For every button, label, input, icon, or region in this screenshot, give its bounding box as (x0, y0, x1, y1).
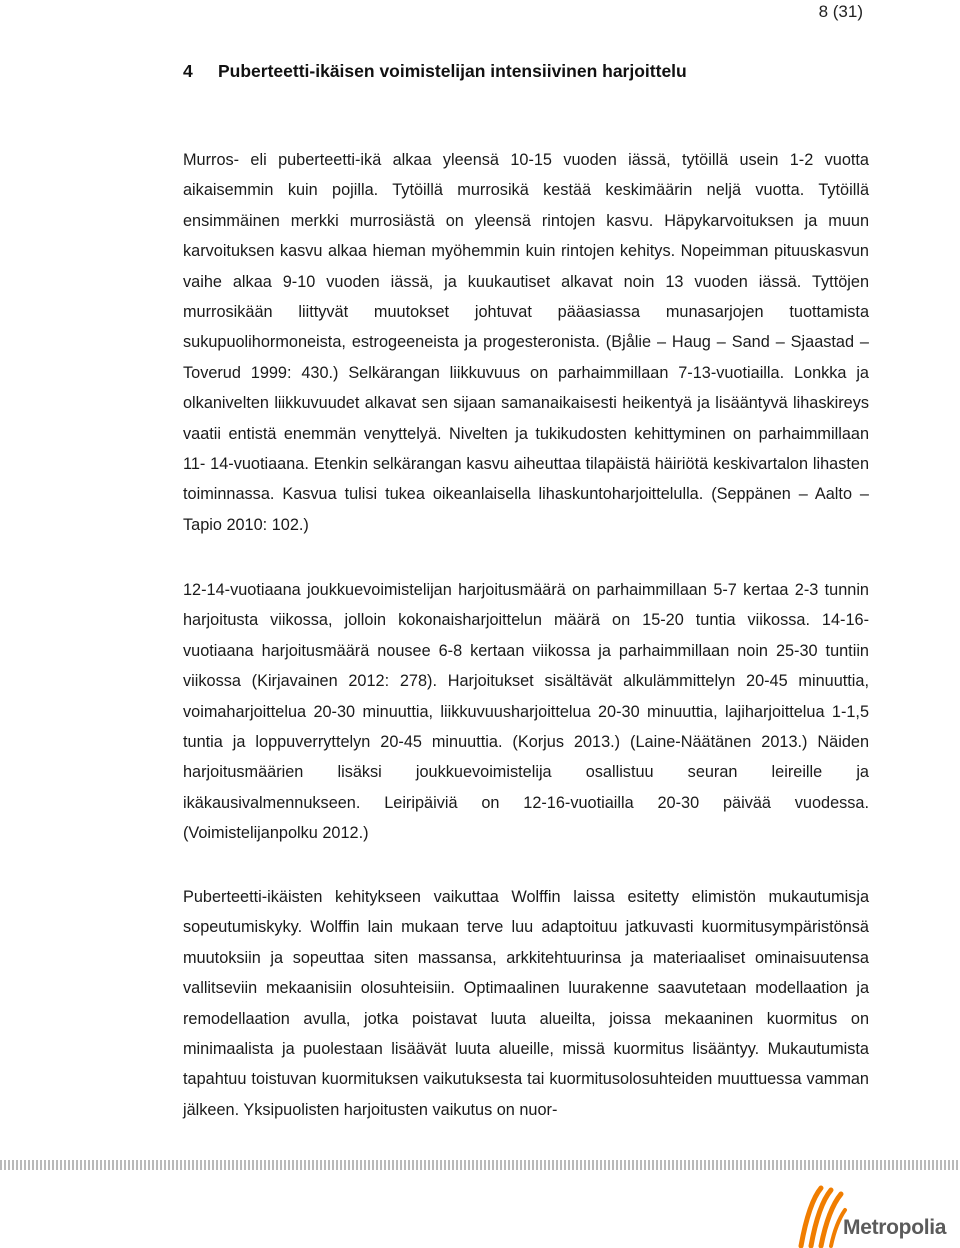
metropolia-logo (795, 1182, 947, 1248)
section-number: 4 (183, 61, 193, 81)
paragraph: 12-14-vuotiaana joukkuevoimistelijan harjoitusmäärä on parhaimmillaan 5-7 kertaa 2-3 tunnin harjoitusta viikossa, jolloin kokonaisharjoittelun määrä on 15-20 tuntia viikossa. 14-16-vuotiaana harjoitusmäärä nousee 6-8 kertaan viikossa ja parhaimmillaan noin 25-30 tuntiin viikossa (Kirjavainen 2012: 278). Harjoitukset sisältävät alkulämmittelyn 20-45 minuuttia, voimaharjoittelua 20-30 minuuttia, liikkuvuusharjoittelua 20-30 minuuttia, lajiharjoittelua 1-1,5 tuntia ja loppuverryttelyn 20-45 minuuttia. (Korjus 2013.) (Laine-Näätänen 2013.) Näiden harjoitusmäärien lisäksi joukkuevoimistelija osallistuu seuran leireille ja ikäkausivalmennukseen. Leiripäiviä on 12-16-vuotiailla 20-30 päivää vuodessa. (Voimistelijanpolku 2012.) (183, 581, 869, 843)
page-number: 8 (31) (818, 2, 863, 21)
paragraph: Murros- eli puberteetti-ikä alkaa yleensä 10-15 vuoden iässä, tytöillä usein 1-2 vuotta aikaisemmin kuin pojilla. Tytöillä murrosikä kestää keskimäärin neljä vuotta. Tytöillä ensimmäinen merkki murrosiästä on yleensä rintojen kasvu. Häpykarvoituksen ja muun karvoituksen kasvu alkaa hieman myöhemmin kuin rintojen kehitys. Nopeimman pituuskasvun vaihe alkaa 9-10 vuoden iässä, ja kuukautiset alkavat noin 13 vuoden iässä. Tyttöjen murrosikään liittyvät muutokset johtuvat pääasiassa munasarjojen tuottamista sukupuolihormoneista, estrogeeneista ja progesteronista. (Bjålie – Haug – Sand – Sjaastad – Toverud 1999: 430.) Selkärangan liikkuvuus on parhaimmillaan 7-13-vuotiailla. Lonkka ja olkanivelten liikkuvuudet alkavat sen sijaan samanaikaisesti heikentyä ja lisääntyvä lihaskireys vaatii entistä enemmän venyttelyä. Nivelten ja tukikudosten kehittyminen on parhaimmillaan 11- 14-vuotiaana. Etenkin selkärangan kasvu aiheuttaa tilapäistä häiriötä keskivartalon lihasten toiminnassa. Kasvua tulisi tukea oikeanlaisella lihaskuntoharjoittelulla. (Seppänen – Aalto – Tapio 2010: 102.) (183, 151, 869, 534)
logo-wordmark: Metropolia (843, 1216, 947, 1239)
paragraph: Puberteetti-ikäisten kehitykseen vaikuttaa Wolffin laissa esitetty elimistön mukautumisja sopeutumiskyky. Wolffin lain mukaan terve luu adaptoituu jatkuvasti kuormitusympäristönsä muutoksiin ja sopeuttaa siten massansa, arkkitehtuurinsa ja materiaaliset ominaisuutensa vallitseviin mekaanisiin olosuhteisiin. Optimaalinen luurakenne saavutetaan modellaation ja remodellaation avulla, jotka poistavat luuta alueilta, joissa mekaaninen kuormitus on minimaalista ja puolestaan lisäävät luuta alueille, missä kuormitus lisääntyy. Mukautumista tapahtuu toistuvan kuormituksen vaikutuksesta tai kuormitusolosuhteiden muuttuessa vamman jälkeen. Yksipuolisten harjoitusten vaikutus on nuor- (183, 888, 869, 1119)
section-heading (183, 59, 687, 83)
section-title: Puberteetti-ikäisen voimistelijan intensiivinen harjoittelu (218, 61, 687, 81)
footer-divider (0, 1160, 960, 1170)
